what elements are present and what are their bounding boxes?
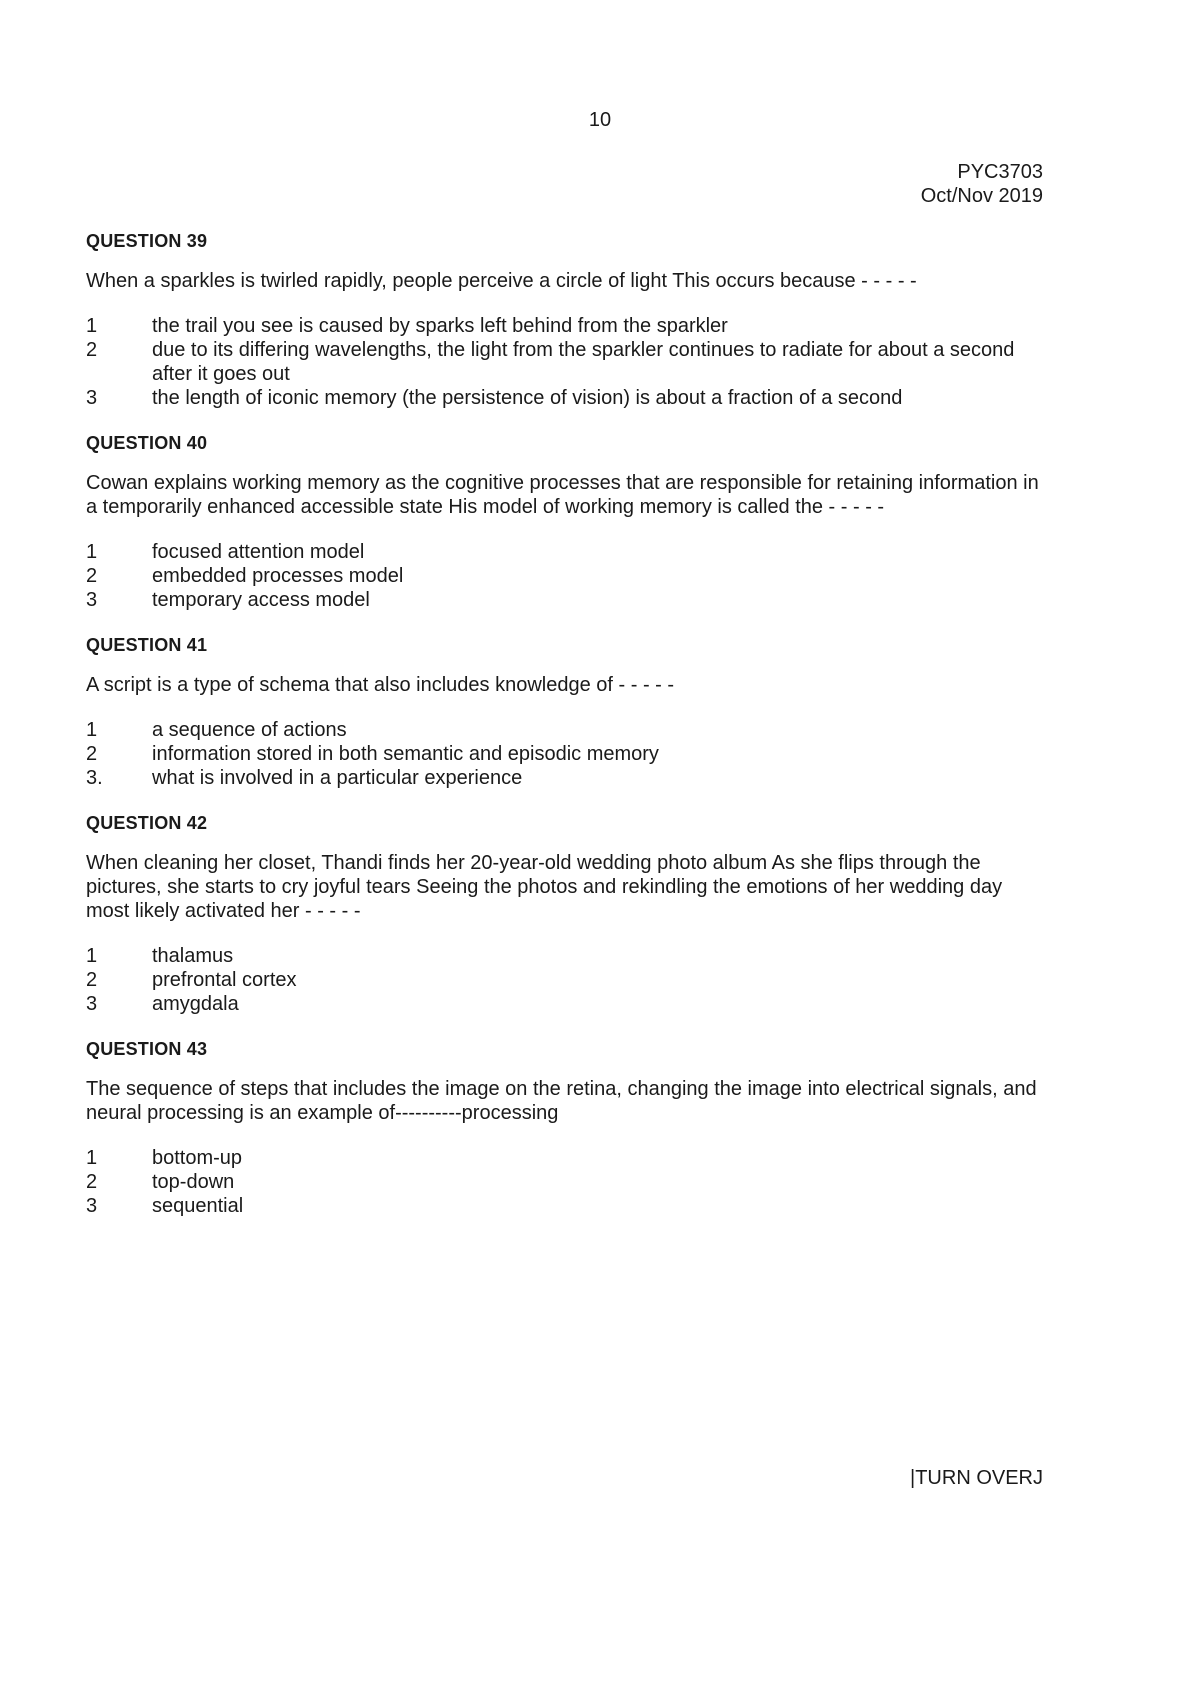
option-item (86, 338, 1046, 386)
option-item (86, 1170, 1046, 1194)
option-text: prefrontal cortex (152, 969, 297, 991)
exam-header (921, 160, 1043, 208)
option-item (86, 540, 1046, 564)
option-number: 1 (86, 719, 98, 741)
question-block (86, 812, 1046, 1016)
option-text: a sequence of actions (152, 719, 347, 741)
option-number: 2 (86, 969, 98, 991)
option-item (86, 1146, 1046, 1170)
option-number: 1 (86, 315, 98, 337)
question-title: QUESTION 39 (86, 231, 208, 251)
exam-session: Oct/Nov 2019 (920, 185, 1043, 207)
option-item (86, 1194, 1046, 1218)
question-stem: When a sparkles is twirled rapidly, people perceive a circle of light This occurs because - - - - - (86, 270, 917, 292)
option-list (86, 540, 1046, 612)
option-list (86, 1146, 1046, 1218)
option-number: 3. (86, 767, 103, 789)
question-stem: The sequence of steps that includes the image on the retina, changing the image into electrical signals, and neural processing is an example of----------processing (86, 1078, 1037, 1124)
question-title: QUESTION 41 (86, 635, 208, 655)
option-text: thalamus (152, 945, 234, 967)
option-item (86, 742, 1046, 766)
option-text: sequential (152, 1195, 244, 1217)
question-title: QUESTION 43 (86, 1039, 208, 1059)
question-title: QUESTION 40 (86, 433, 208, 453)
option-text: the length of iconic memory (the persistence of vision) is about a fraction of a second (152, 387, 903, 409)
option-number: 3 (86, 1195, 98, 1217)
option-item (86, 968, 1046, 992)
option-item (86, 944, 1046, 968)
option-number: 2 (86, 1171, 98, 1193)
option-text: what is involved in a particular experience (152, 767, 523, 789)
option-text: embedded processes model (152, 565, 404, 587)
option-item (86, 766, 1046, 790)
question-block (86, 432, 1046, 612)
question-stem: Cowan explains working memory as the cognitive processes that are responsible for retaining information in a temporarily enhanced accessible state His model of working memory is called the - - - - - (86, 472, 1039, 518)
option-number: 2 (86, 339, 98, 361)
option-text: due to its differing wavelengths, the light from the sparkler continues to radiate for about a second after it goes out (152, 339, 1015, 385)
option-item (86, 992, 1046, 1016)
option-number: 1 (86, 541, 98, 563)
turn-over-note: |TURN OVERJ (910, 1467, 1043, 1489)
option-number: 1 (86, 1147, 98, 1169)
option-text: the trail you see is caused by sparks left behind from the sparkler (152, 315, 728, 337)
option-number: 3 (86, 993, 98, 1015)
option-item (86, 718, 1046, 742)
option-text: focused attention model (152, 541, 365, 563)
question-stem: A script is a type of schema that also includes knowledge of - - - - - (86, 674, 675, 696)
question-block (86, 230, 1046, 410)
option-item (86, 386, 1046, 410)
option-number: 2 (86, 565, 98, 587)
option-number: 3 (86, 589, 98, 611)
option-text: amygdala (152, 993, 239, 1015)
option-number: 1 (86, 945, 98, 967)
option-text: temporary access model (152, 589, 370, 611)
option-list (86, 718, 1046, 790)
option-text: top-down (152, 1171, 235, 1193)
option-item (86, 588, 1046, 612)
option-item (86, 564, 1046, 588)
option-item (86, 314, 1046, 338)
page-number: 10 (588, 109, 612, 131)
option-number: 2 (86, 743, 98, 765)
questions-section (86, 230, 1046, 1240)
course-code: PYC3703 (957, 161, 1043, 183)
option-text: bottom-up (152, 1147, 243, 1169)
option-number: 3 (86, 387, 98, 409)
question-stem: When cleaning her closet, Thandi finds her 20-year-old wedding photo album As she flips through the pictures, she starts to cry joyful tears Seeing the photos and rekindling the emotions of her wedding day most likely activated her - - - - - (86, 852, 1003, 922)
question-title: QUESTION 42 (86, 813, 208, 833)
question-block (86, 1038, 1046, 1218)
question-block (86, 634, 1046, 790)
option-list (86, 314, 1046, 410)
option-text: information stored in both semantic and episodic memory (152, 743, 659, 765)
option-list (86, 944, 1046, 1016)
